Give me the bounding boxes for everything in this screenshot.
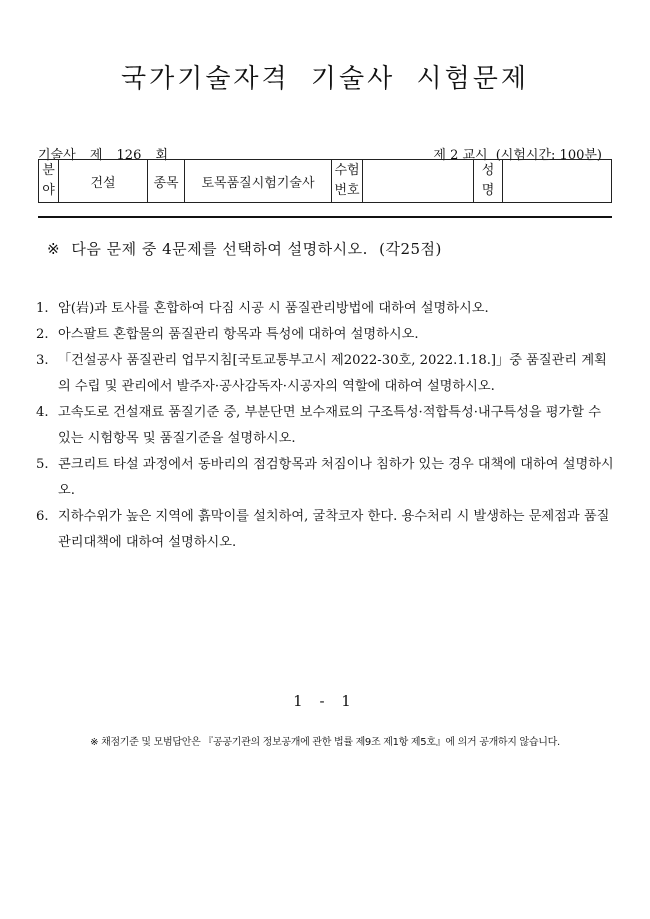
question-number: 4. (36, 405, 49, 420)
disclosure-notice: ※ 채점기준 및 모범답안은 『공공기관의 정보공개에 관한 법률 제9조 제1항 제5호』에 의거 공개하지 않습니다. (90, 737, 560, 748)
type-label: 종목 (148, 160, 185, 203)
round-prefix: 제 (89, 148, 103, 163)
page-number: 1 - 1 (293, 692, 357, 710)
exam-number-label-1: 수험 (334, 163, 360, 178)
instruction (47, 238, 448, 259)
question-number: 1. (36, 301, 49, 316)
question-text: 지하수위가 높은 지역에 흙막이를 설치하여, 굴착코자 한다. 용수처리 시 발생하는 문제점과 품질관리대책에 대하여 설명하시오. (58, 509, 610, 550)
field-label-1: 분 (42, 163, 55, 178)
question-item (36, 322, 616, 348)
instruction-points: (각25점) (379, 240, 442, 258)
question-text: 암(岩)과 토사를 혼합하여 다짐 시공 시 품질관리방법에 대하여 설명하시오. (58, 301, 489, 316)
duration-label: (시험시간: 100분) (495, 148, 602, 163)
name-field[interactable] (503, 160, 612, 203)
question-item (36, 348, 616, 400)
question-text: 아스팔트 혼합물의 품질관리 항목과 특성에 대하여 설명하시오. (58, 327, 419, 342)
exam-category: 기술사 (38, 148, 76, 163)
question-item (36, 504, 616, 556)
exam-number-field[interactable] (363, 160, 474, 203)
name-label-2: 명 (481, 183, 495, 198)
field-value: 건설 (59, 160, 148, 203)
name-label-1: 성 (481, 163, 495, 178)
question-list (36, 296, 616, 556)
session-label: 제 2 교시 (433, 148, 488, 163)
document-title: 국가기술자격 기술사 시험문제 (120, 64, 530, 94)
exam-info-table (38, 159, 612, 203)
question-text: 콘크리트 타설 과정에서 동바리의 점검항목과 처짐이나 침하가 있는 경우 대책에 대하여 설명하시오. (58, 457, 614, 498)
field-label-cell (39, 160, 59, 203)
exam-meta-row (38, 144, 612, 163)
field-label-2: 야 (42, 183, 55, 198)
question-number: 5. (36, 457, 49, 472)
question-text: 고속도로 건설재료 품질기준 중, 부분단면 보수재료의 구조특성·적합특성·내구특성을 평가할 수 있는 시험항목 및 품질기준을 설명하시오. (58, 405, 601, 446)
exam-number-label-cell (332, 160, 363, 203)
question-item (36, 452, 616, 504)
question-text: 「건설공사 품질관리 업무지침[국토교통부고시 제2022-30호, 2022.1.18.]」중 품질관리 계획의 수립 및 관리에서 발주자·공사감독자·시공자의 역할에 대하여 설명하시오. (58, 353, 607, 394)
question-item (36, 400, 616, 452)
name-label-cell (474, 160, 503, 203)
question-item (36, 296, 616, 322)
round-number: 126 (116, 148, 142, 163)
question-number: 6. (36, 509, 49, 524)
instruction-mark: ※ (47, 240, 61, 258)
type-value: 토목품질시험기술사 (185, 160, 332, 203)
exam-number-label-2: 번호 (334, 183, 360, 198)
question-number: 2. (36, 327, 49, 342)
round-suffix: 회 (155, 148, 169, 163)
header-divider (38, 216, 612, 218)
question-number: 3. (36, 353, 49, 368)
instruction-text: 다음 문제 중 4문제를 선택하여 설명하시오. (71, 240, 368, 258)
